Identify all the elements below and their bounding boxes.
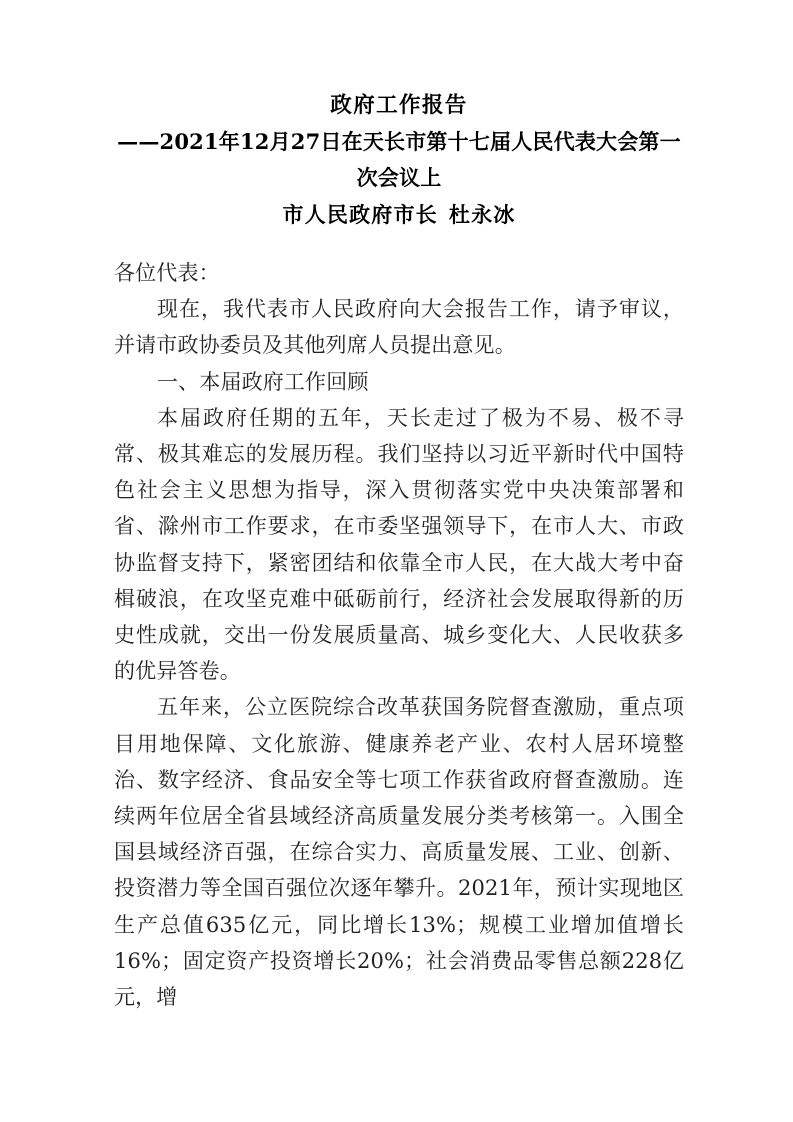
document-body [114, 255, 684, 1015]
title-block [114, 88, 684, 233]
section-heading-one: 一、本届政府工作回顾 [157, 369, 369, 394]
byline-role: 市人民政府市长 [282, 202, 438, 227]
paragraph-achievements: 五年来，公立医院综合改革获国务院督查激励，重点项目用地保障、文化旅游、健康养老产业、农村人居环境整治、数字经济、食品安全等七项工作获省政府督查激励。连续两年位居全省县域经济高质量发展分类考核第一。入围全国县域经济百强，在综合实力、高质量发展、工业、创新、投资潜力等全国百强位次逐年攀升。2021年，预计实现地区生产总值635亿元，同比增长13%；规模工业增加值增长16%；固定资产投资增长20%；社会消费品零售总额228亿元，增 [114, 695, 684, 1010]
document-content [114, 88, 684, 1015]
document-byline [114, 196, 684, 233]
document-title: 政府工作报告 [330, 93, 468, 118]
document-subtitle: ——2021年12月27日在天长市第十七届人民代表大会第一次会议上 [117, 129, 681, 190]
paragraph-five-year-review: 本届政府任期的五年，天长走过了极为不易、极不寻常、极其难忘的发展历程。我们坚持以习近平新时代中国特色社会主义思想为指导，深入贯彻落实党中央决策部署和省、滁州市工作要求，在市委坚强领导下，在市人大、市政协监督支持下，紧密团结和依靠全市人民，在大战大考中奋楫破浪，在攻坚克难中砥砺前行，经济社会发展取得新的历史性成就，交出一份发展质量高、城乡变化大、人民收获多的优异答卷。 [114, 405, 684, 684]
byline-name: 杜永冰 [448, 202, 516, 227]
paragraph-report-intro: 现在，我代表市人民政府向大会报告工作，请予审议，并请市政协委员及其他列席人员提出意见。 [114, 297, 684, 358]
salutation: 各位代表： [114, 261, 220, 285]
